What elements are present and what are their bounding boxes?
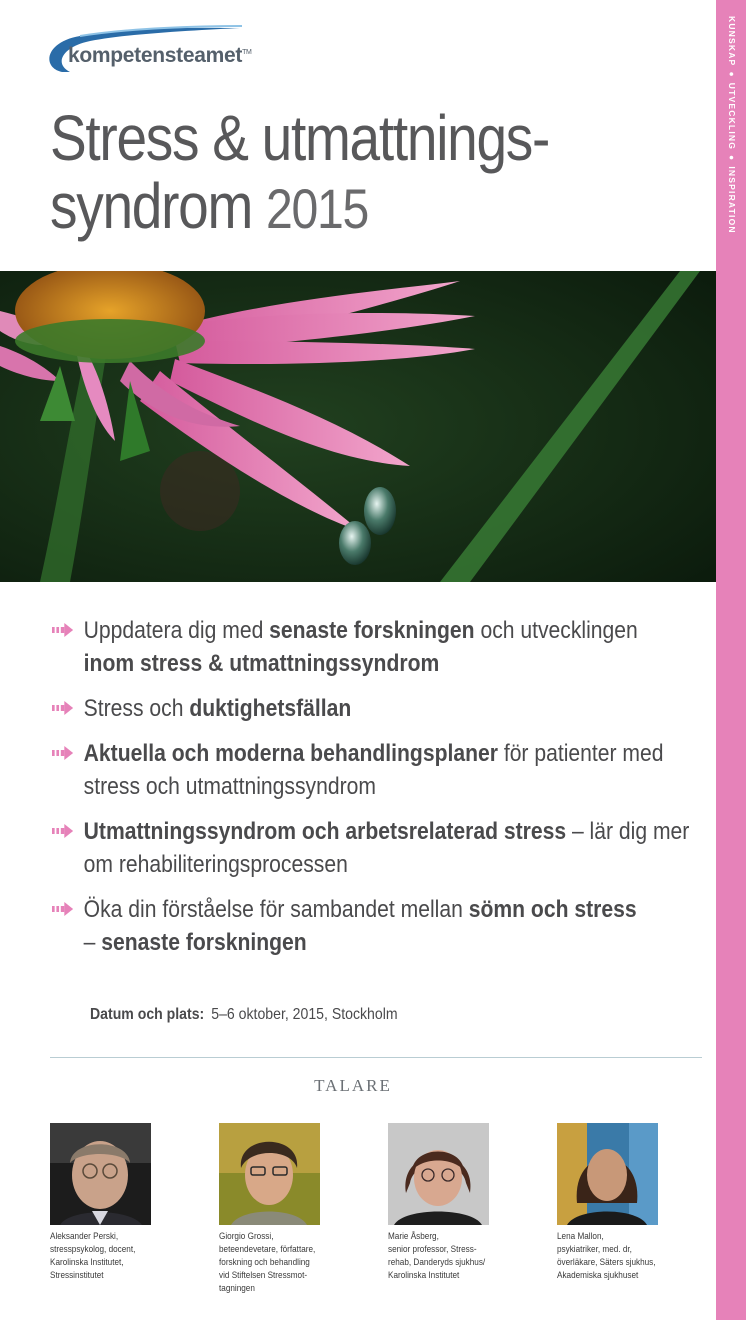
speaker-portrait-image <box>388 1123 489 1225</box>
speaker-caption: Aleksander Perski, stresspsykolog, docent, Karolinska Institutet, Stressinstitutet <box>50 1231 136 1281</box>
speaker-card <box>219 1123 349 1295</box>
pink-arrow-icon <box>52 824 73 838</box>
pink-arrow-icon <box>52 746 73 760</box>
title-line-2 <box>50 172 549 243</box>
title-line-1: Stress & utmattnings- <box>50 102 550 174</box>
echinacea-flower-image <box>0 271 716 582</box>
event-label: Datum och plats: <box>90 1006 205 1023</box>
pink-arrow-icon <box>52 623 73 637</box>
speaker-photo <box>50 1123 151 1225</box>
kompetensteamet-logo <box>40 24 270 80</box>
event-value: 5–6 oktober, 2015, Stockholm <box>211 1006 398 1023</box>
speakers-heading: TALARE <box>314 1076 392 1095</box>
pink-arrow-icon <box>52 902 73 916</box>
speaker-portrait-image <box>219 1123 320 1225</box>
logo-wordmark: kompetensteamet™ <box>68 44 252 67</box>
title-word: syndrom <box>50 170 253 242</box>
speaker-card <box>388 1123 518 1282</box>
hero-flower-photo <box>0 271 716 582</box>
speaker-card <box>557 1123 687 1282</box>
benefit-list <box>52 614 716 971</box>
speaker-caption: Marie Åsberg, senior professor, Stress- rehab, Danderyds sjukhus/ Karolinska Institutet <box>388 1231 486 1281</box>
side-tagline: KUNSKAP●UTVECKLING●INSPIRATION <box>727 16 737 234</box>
section-divider <box>50 1057 702 1058</box>
pink-arrow-icon <box>52 701 73 715</box>
benefit-item: Uppdatera dig med senaste forskningen och utvecklingen inom stress & utmattningssyndrom <box>52 614 703 680</box>
speaker-photo <box>388 1123 489 1225</box>
speaker-caption: Lena Mallon, psykiatriker, med. dr, överläkare, Säters sjukhus, Akademiska sjukhuset <box>557 1231 656 1281</box>
benefit-item: Öka din förståelse för sambandet mellan sömn och stress – senaste forskningen <box>52 893 703 959</box>
speaker-portrait-image <box>557 1123 658 1225</box>
speaker-photo <box>219 1123 320 1225</box>
benefit-item: Utmattningssyndrom och arbetsrelaterad stress – lär dig mer om rehabiliteringsprocessen <box>52 815 703 881</box>
benefit-item: Aktuella och moderna behandlingsplaner för patienter med stress och utmattningssyndrom <box>52 737 703 803</box>
event-date-place <box>90 1006 398 1024</box>
speaker-photo <box>557 1123 658 1225</box>
title-year: 2015 <box>266 177 368 240</box>
tagline-word: UTVECKLING <box>727 82 737 151</box>
tagline-word: INSPIRATION <box>727 166 737 234</box>
speaker-caption: Giorgio Grossi, beteendevetare, författare, forskning och behandling vid Stiftelsen Stressmot- tagningen <box>219 1231 316 1294</box>
benefit-item: Stress och duktighetsfällan <box>52 692 703 725</box>
tagline-word: KUNSKAP <box>727 16 737 67</box>
speaker-card <box>50 1123 180 1282</box>
page-title <box>50 104 549 243</box>
speaker-portrait-image <box>50 1123 151 1225</box>
